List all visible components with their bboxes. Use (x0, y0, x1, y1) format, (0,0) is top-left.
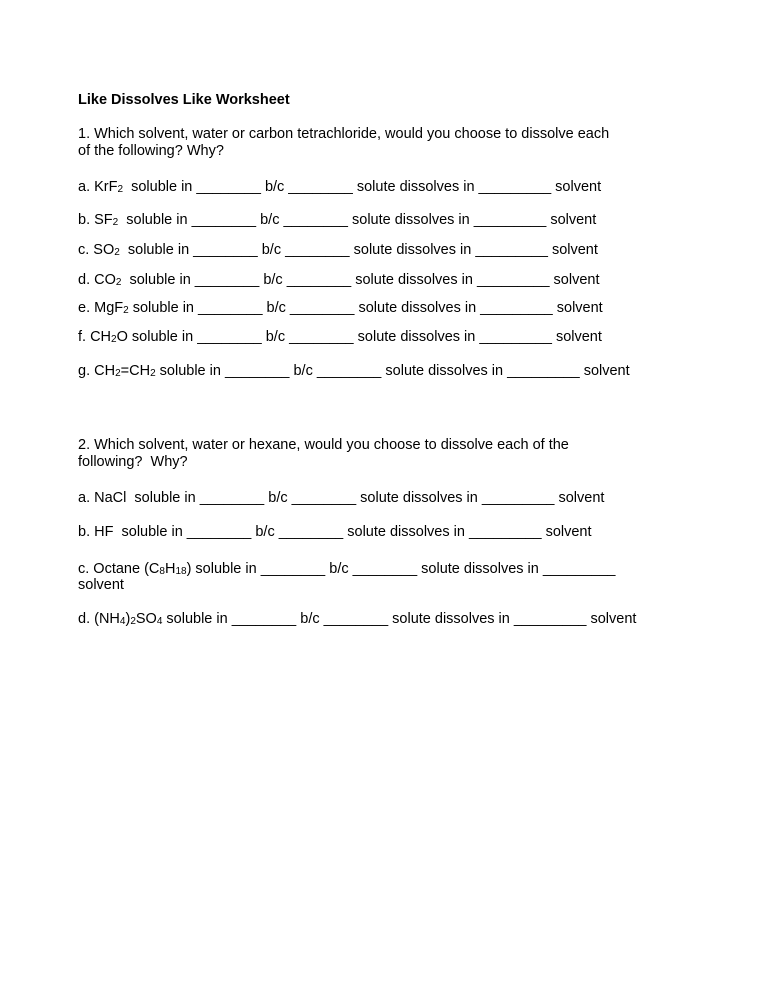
q1-item-b: b. $SF_2$ soluble in ________ b/c ________ solute dissolves in _________ solvent (78, 212, 597, 228)
q1-prompt-line1: 1. Which solvent, water or carbon tetrachloride, would you choose to dissolve each (78, 126, 610, 142)
q2-item-a: a. NaCl soluble in ________ b/c ________ solute dissolves in _________ solvent (78, 490, 605, 506)
q1-item-a: a. KrF$_2$ soluble in ________ b/c ________ solute dissolves in _________ solvent (78, 179, 602, 195)
q1-item-d: d. $CO_2$ soluble in ________ b/c ________ solute dissolves in _________ solvent (78, 272, 600, 288)
q2-prompt-line2: following? Why? (78, 454, 188, 470)
q1-item-f: f. $CH_2O$ soluble in ________ b/c ________ solute dissolves in _________ solvent (78, 329, 602, 345)
worksheet-title: Like Dissolves Like Worksheet (78, 92, 290, 108)
q2-item-d: d. $(NH_4)_2SO_4$ soluble in ________ b/c ________ solute dissolves in _________ solvent (78, 611, 637, 627)
q1-prompt-line2: of the following? Why? (78, 143, 224, 159)
q2-prompt-line1: 2. Which solvent, water or hexane, would you choose to dissolve each of the (78, 437, 569, 453)
q1-item-g: g. $CH_2=CH_2$ soluble in ________ b/c ________ solute dissolves in _________ solvent (78, 363, 630, 379)
q2-item-c: c. Octane $(C_8H_{18})$ soluble in ________ b/c ________ solute dissolves in _________ (78, 561, 616, 577)
q1-item-e: e. MgF$_2$ soluble in ________ b/c ________ solute dissolves in _________ solvent (78, 300, 603, 316)
q2-item-c-continued: solvent (78, 577, 124, 593)
q1-item-c: c. $SO_2$ soluble in ________ b/c ________ solute dissolves in _________ solvent (78, 242, 598, 258)
q2-item-b: b. HF soluble in ________ b/c ________ solute dissolves in _________ solvent (78, 524, 592, 540)
